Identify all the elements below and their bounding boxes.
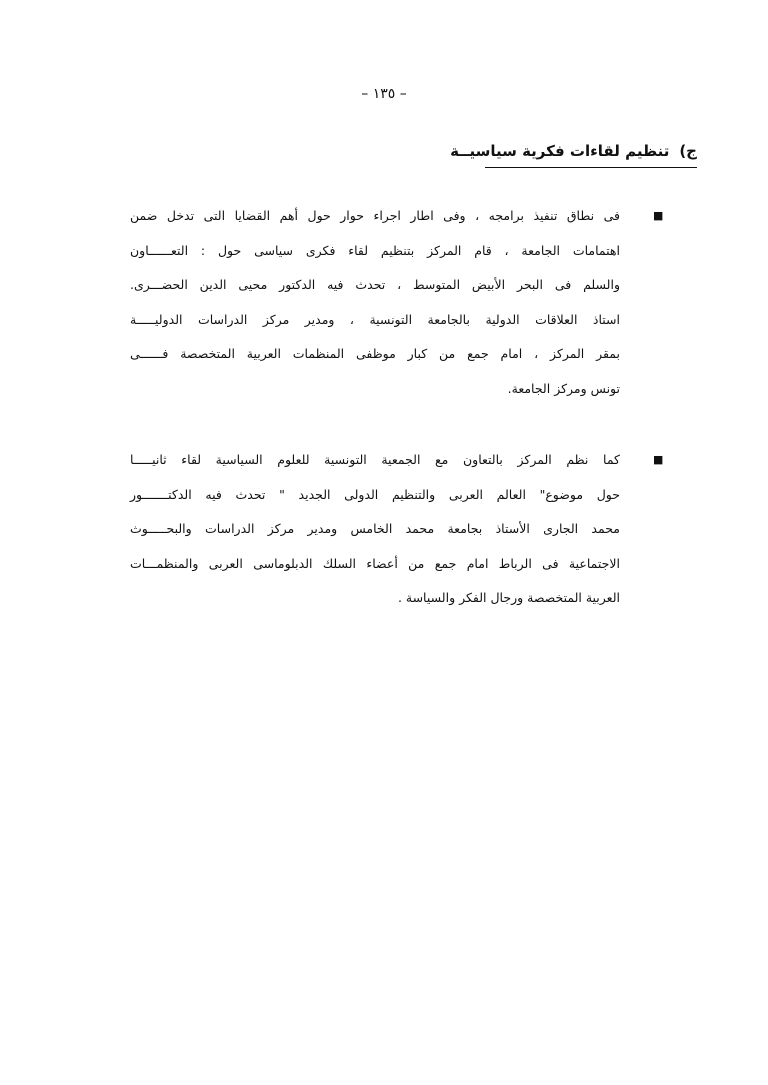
paragraph [130,443,620,616]
bullet-icon: ■ [653,453,664,466]
section-marker: ج) [679,142,697,160]
text-line: بمقر المركز ، امام جمع من كبار موظفى المنظمات العربية المتخصصة فــــــى [130,346,620,361]
text-line: استاذ العلاقات الدولية بالجامعة التونسية ، ومدير مركز الدراسات الدوليـــــة [130,311,620,327]
bullet-icon: ■ [653,209,664,222]
text-line: والسلم فى البحر الأبيض المتوسط ، تحدث فيه الدكتور محيى الدين الحضـــرى. [130,277,620,292]
text-line: تونس ومركز الجامعة. [507,380,620,396]
text-line: اهتمامات الجامعة ، قام المركز بتنظيم لقاء فكرى سياسى حول : التعــــــاون [130,242,620,258]
text-line: الاجتماعية فى الرباط امام جمع من أعضاء السلك الدبلوماسى العربى والمنظمـــات [130,555,620,571]
paragraph [130,199,620,406]
text-line: محمد الجارى الأستاذ بجامعة محمد الخامس ومدير مركز الدراسات والبحـــــوث [130,521,620,536]
section-title: تنظيم لقاءات فكرية سياسيــة [450,142,670,160]
page-number: – ١٣٥ – [361,86,407,102]
section-heading [450,142,697,168]
text-line: فى نطاق تنفيذ برامجه ، وفى اطار اجراء حوار حول أهم القضايا التى تدخل ضمن [130,208,620,223]
text-line: العربية المتخصصة ورجال الفكر والسياسة . [397,590,620,605]
text-line: كما نظم المركز بالتعاون مع الجمعية التونسية للعلوم السياسية لقاء ثانيـــــا [130,452,620,467]
text-line: حول موضوع" العالم العربى والتنظيم الدولى الجديد " تحدث فيه الدكتـــــــور [130,486,620,502]
